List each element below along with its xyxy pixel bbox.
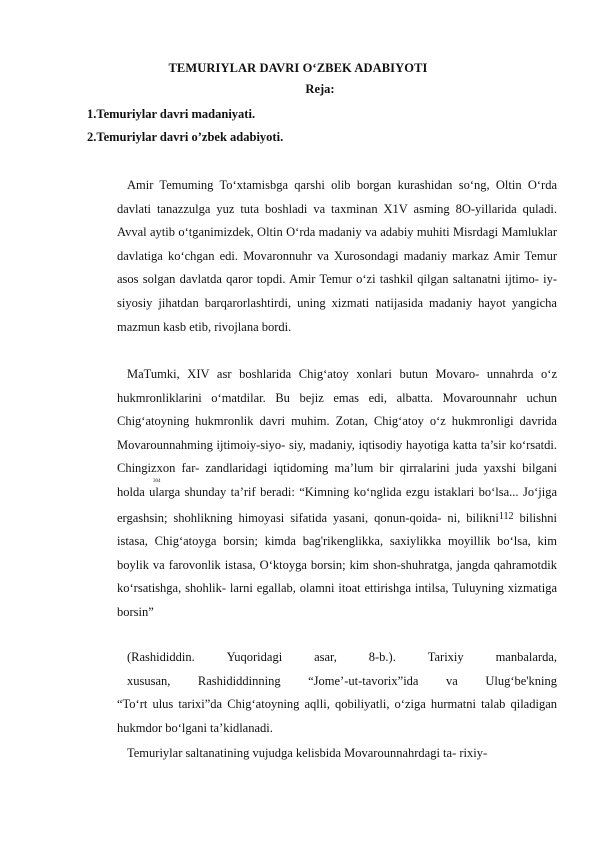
xususan-word: “Jome’-ut-tavorix”ida [308,674,419,688]
xususan-word: Ulug‘be'kning [485,674,557,688]
paragraph-2-part-a: MaTumki, XIV asr boshlarida Chig‘atoy xonlari butun Movaro- unnahrda o‘z hukmronliklarini o‘matdilar. Bu bejiz emas edi, albatta. Movarounnahr uchun Chig‘atoyning hukmronlik davri muhim. Zotan, Chig‘atoy o‘z hukmronligi davrida Movarounnahming ijtimoiy-siyo- siy, madaniy, iqtisodiy hayotiga katta ta’sir ko‘rsatdi. Chingizxon far- zandlaridagi iqtidoming ma’lum bir qirralarini juda yaxshi bilgani holda ularga shunday ta’rif beradi: “Kimning ko‘nglida ezgu istaklari bo‘lsa... Jo‘jiga ergashsin; shohlikning himoyasi sifatida yasani, qonun-qoida- ni, bilikni [117,367,557,525]
xususan-word: va [445,674,458,688]
source-word: manbalarda, [495,650,557,664]
plan-item-2: 2.Temuriylar davri o’zbek adabiyoti. [87,130,284,144]
paragraph-2-text [117,363,557,625]
paragraph-4-text: Temuriylar saltanatining vujudga kelisbida Movarounnahrdagi ta- rixiy- [127,746,488,760]
source-word: asar, [314,650,337,664]
page-title: TEMURIYLAR DAVRI O‘ZBEK ADABIYOTI [168,61,428,75]
paragraph-2-part-b: bilishni istasa, Chig‘atoyga borsin; kimda bag'rikenglikka, saxiylikka moyillik bo‘lsa, kim boylik va farovonlik istasa, O‘ktoyga borsin; kim shon-shuhratga, jangda qahramotdik ko‘rsatishga, shohlik- larni egallab, olamni itoat ettirishga intilsa, Tuluyning xizmatiga borsin” [117,510,557,619]
source-word: 8-b.). [368,650,396,664]
paragraph-3-continuation [117,693,557,740]
source-word: Tarixiy [427,650,464,664]
plan-heading: Reja: [305,82,335,96]
xususan-word: Rashididdinning [197,674,281,688]
source-line [127,650,557,665]
paragraph-1-text: Amir Temuming To‘xtamisbga qarshi olib borgan kurashidan so‘ng, Oltin O‘rda davlati tanazzulga yuz tuta boshladi va taxminan X1V asming 8O-yillarida quladi. Avval aytib o‘tganimizdek, Oltin O‘rda madaniy va adabiy muhiti Misrdagi Mamluklar davlatiga ko‘chgan edi. Movaronnuhr va Xurosondagi madaniy markaz Amir Temur asos solgan davlatda qaror topdi. Amir Temur o‘zi tashkil qilgan saltanatni ijtimo- iy-siyosiy jihatdan barqarorlashtirdi, uning xizmati natijasida madaniy hayot yangicha mazmun kasb etib, rivojlana bordi. [117,178,557,334]
paragraph-3-text: “To‘rt ulus tarixi”da Chig‘atoyning aqlli, qobiliyatli, o‘ziga hurmatni talab qiladigan hukmdor bo‘lgani ta’kidlanadi. [117,697,557,735]
xususan-word: xususan, [127,674,171,688]
source-word: (Rashididdin. [127,650,195,664]
paragraph-4 [117,742,557,766]
paragraph-2 [117,363,557,625]
source-word: Yuqoridagi [226,650,283,664]
page-mark: 304 [153,479,161,484]
paragraph-1 [117,174,557,339]
footnote-mark: 112 [498,510,514,522]
plan-item-1: 1.Temuriylar davri madaniyati. [87,107,256,121]
xususan-line [127,674,557,689]
